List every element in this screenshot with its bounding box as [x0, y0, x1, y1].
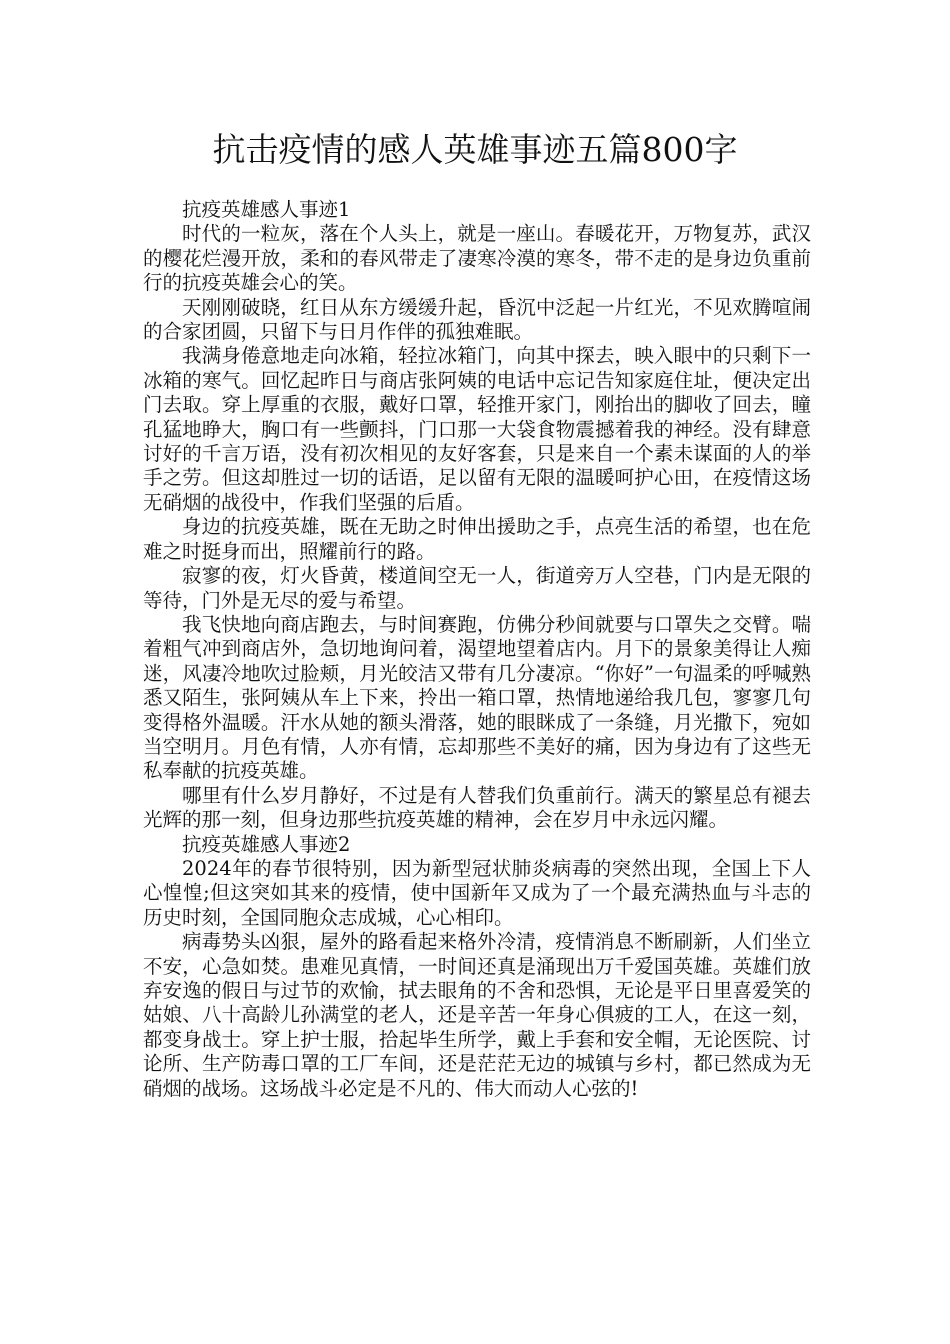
paragraph: 病毒势头凶狠，屋外的路看起来格外冷清，疫情消息不断刷新，人们坐立不安，心急如焚。患难见真情，一时间还真是涌现出万千爱国英雄。英雄们放弃安逸的假日与过节的欢愉，拭去眼角的不舍和恐惧，无论是平日里喜爱笑的姑娘、八十高龄儿孙满堂的老人，还是辛苦一年身心俱疲的工人，在这一刻，都变身战士。穿上护士服，拾起毕生所学，戴上手套和安全帽，无论医院、讨论所、生产防毒口罩的工厂车间，还是茫茫无边的城镇与乡村，都已然成为无硝烟的战场。这场战斗必定是不凡的、伟大而动人心弦的! — [143, 930, 811, 1100]
paragraph: 天刚刚破晓，红日从东方缓缓升起，昏沉中泛起一片红光，不见欢腾喧闹的合家团圆，只留下与日月作伴的孤独难眠。 — [143, 295, 811, 344]
paragraph: 寂寥的夜，灯火昏黄，楼道间空无一人，街道旁万人空巷，门内是无限的等待，门外是无尽的爱与希望。 — [143, 564, 811, 612]
page-title: 抗击疫情的感人英雄事迹五篇800字 — [212, 130, 738, 169]
paragraph: 哪里有什么岁月静好，不过是有人替我们负重前行。满天的繁星总有褪去光辉的那一刻，但身边那些抗疫英雄的精神，会在岁月中永远闪耀。 — [143, 783, 811, 832]
paragraph: 时代的一粒灰，落在个人头上，就是一座山。春暖花开，万物复苏，武汉的樱花烂漫开放，柔和的春风带走了凄寒冷漠的寒冬，带不走的是身边负重前行的抗疫英雄会心的笑。 — [143, 222, 811, 295]
paragraph: 我飞快地向商店跑去，与时间赛跑，仿佛分秒间就要与口罩失之交臂。喘着粗气冲到商店外，急切地询问着，渴望地望着店内。月下的景象美得让人痴迷，风凄冷地吹过脸颊，月光皎洁又带有几分凄凉。“你好”一句温柔的呼喊熟悉又陌生，张阿姨从车上下来，拎出一箱口罩，热情地递给我几包，寥寥几句变得格外温暖。汗水从她的额头滑落，她的眼眯成了一条缝，月光撒下，宛如当空明月。月色有情，人亦有情，忘却那些不美好的痛，因为身边有了这些无私奉献的抗疫英雄。 — [143, 612, 811, 783]
document-body — [143, 198, 811, 1101]
paragraph: 身边的抗疫英雄，既在无助之时伸出援助之手，点亮生活的希望，也在危难之时挺身而出，照耀前行的路。 — [143, 515, 811, 563]
section-heading: 抗疫英雄感人事迹1 — [182, 198, 351, 221]
section-heading: 抗疫英雄感人事迹2 — [182, 832, 351, 856]
paragraph: 2024年的春节很特别，因为新型冠状肺炎病毒的突然出现，全国上下人心惶惶;但这突如其来的疫情，使中国新年又成为了一个最充满热血与斗志的历史时刻，全国同胞众志成城，心心相印。 — [143, 856, 811, 929]
paragraph: 我满身倦意地走向冰箱，轻拉冰箱门，向其中探去，映入眼中的只剩下一冰箱的寒气。回忆起昨日与商店张阿姨的电话中忘记告知家庭住址，便决定出门去取。穿上厚重的衣服，戴好口罩，轻推开家门，刚抬出的脚收了回去，瞳孔猛地睁大，胸口有一些颤抖，门口那一大袋食物震撼着我的神经。没有肆意讨好的千言万语，没有初次相见的友好客套，只是来自一个素未谋面的人的举手之劳。但这却胜过一切的话语，足以留有无限的温暖呵护心田，在疫情这场无硝烟的战役中，作我们坚强的后盾。 — [143, 344, 811, 514]
